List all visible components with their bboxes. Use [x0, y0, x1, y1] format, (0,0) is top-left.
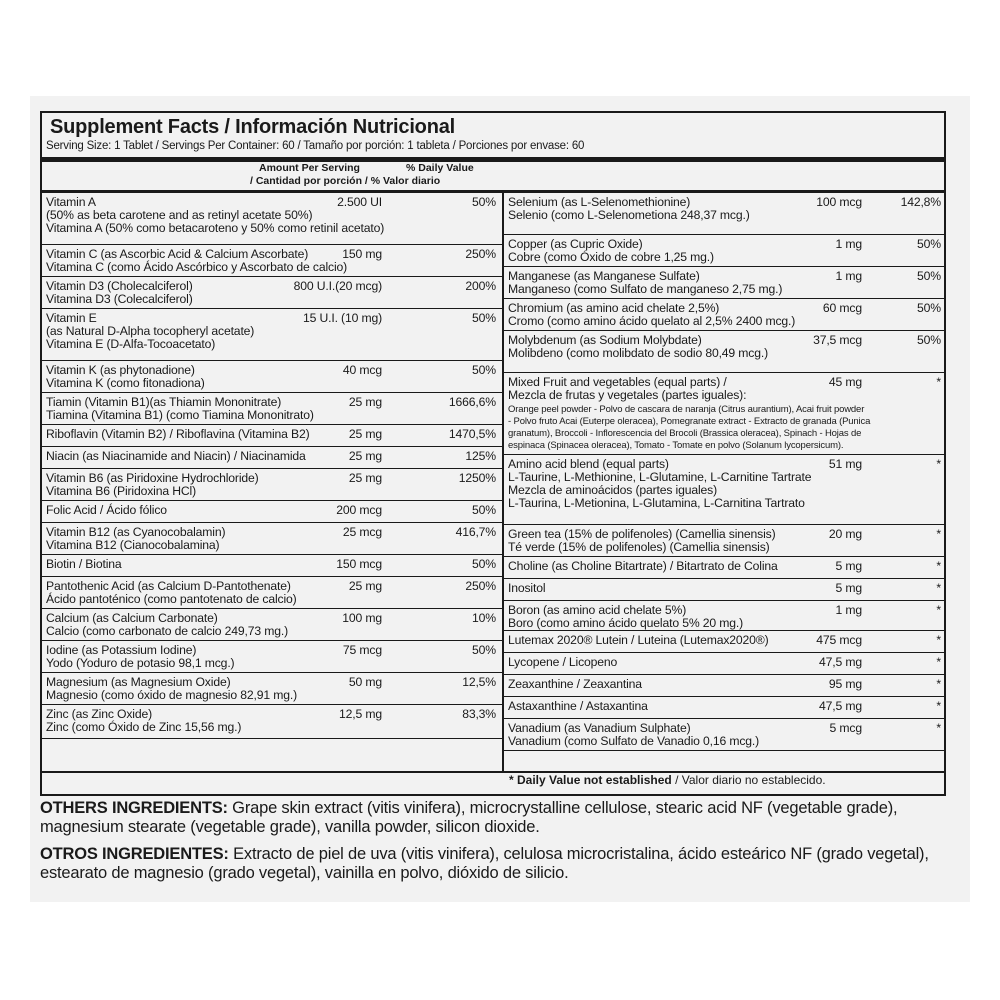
- amount-per-serving: 150 mcg: [336, 557, 382, 571]
- nutrient-line: Riboflavin (Vitamin B2) / Riboflavina (Vitamina B2): [46, 427, 310, 441]
- header-amount: Amount Per Serving: [259, 162, 360, 174]
- panel-title: Supplement Facts / Información Nutricional: [50, 116, 455, 138]
- amount-per-serving: 40 mcg: [342, 363, 382, 377]
- nutrient-row: [42, 705, 502, 739]
- amount-per-serving: 200 mcg: [336, 503, 382, 517]
- daily-value-percent: *: [936, 457, 941, 471]
- ingredient-detail-line: granatum), Broccoli - Inflorescencia del Brocoli (Brassica oleracea), Spinach - Hojas de: [508, 428, 862, 439]
- daily-value-percent: 50%: [472, 503, 496, 517]
- daily-value-percent: 125%: [465, 449, 496, 463]
- daily-value-percent: 83,3%: [462, 707, 496, 721]
- daily-value-percent: 50%: [472, 557, 496, 571]
- daily-value-percent: 50%: [472, 643, 496, 657]
- nutrient-line: Choline (as Choline Bitartrate) / Bitartrato de Colina: [508, 559, 778, 573]
- nutrient-row: [42, 361, 502, 393]
- nutrient-line: Vanadium (as Vanadium Sulphate): [508, 721, 691, 735]
- daily-value-percent: *: [936, 699, 941, 713]
- amount-per-serving: 20 mg: [828, 527, 862, 541]
- nutrient-row: [42, 609, 502, 641]
- daily-value-percent: *: [936, 655, 941, 669]
- thick-rule: [42, 157, 944, 162]
- amount-per-serving: 25 mg: [348, 579, 382, 593]
- amount-per-serving: 800 U.I.(20 mcg): [293, 279, 382, 293]
- daily-value-percent: 50%: [917, 333, 941, 347]
- nutrient-line: Vitamina B6 (Piridoxina HCl): [46, 484, 197, 498]
- nutrient-line: Amino acid blend (equal parts): [508, 457, 669, 471]
- nutrient-line: Cobre (como Óxido de cobre 1,25 mg.): [508, 250, 714, 264]
- nutrient-line: Molybdenum (as Sodium Molybdate): [508, 333, 702, 347]
- nutrient-line: Folic Acid / Ácido fólico: [46, 503, 167, 517]
- amount-per-serving: 37,5 mcg: [813, 333, 862, 347]
- nutrient-line: Inositol: [508, 581, 546, 595]
- nutrient-line: Molibdeno (como molibdato de sodio 80,49 mcg.): [508, 346, 769, 360]
- nutrient-line: Mezcla de frutas y vegetales (partes iguales):: [508, 388, 747, 402]
- nutrient-row: [504, 557, 944, 579]
- left-nutrient-column: [42, 193, 502, 739]
- ingredient-detail-line: - Polvo fruto Acai (Euterpe oleracea), Pomegranate extract - Extracto de granada (Punica: [508, 416, 871, 427]
- daily-value-percent: *: [936, 603, 941, 617]
- nutrient-line: Calcium (as Calcium Carbonate): [46, 611, 218, 625]
- ingredient-detail-line: espinaca (Spinacea oleracea), Tomato - Tomate en polvo (Solanum lycopersicum).: [508, 440, 844, 451]
- nutrient-row: [42, 641, 502, 673]
- nutrient-line: Boron (as amino acid chelate 5%): [508, 603, 687, 617]
- nutrient-row: [504, 373, 944, 455]
- nutrient-row: [504, 267, 944, 299]
- amount-per-serving: 60 mcg: [822, 301, 862, 315]
- other-ingredients-en-heading: OTHERS INGREDIENTS:: [40, 799, 228, 817]
- nutrient-row: [42, 245, 502, 277]
- nutrient-line: (50% as beta carotene and as retinyl acetate 50%): [46, 208, 313, 222]
- amount-per-serving: 47,5 mg: [819, 655, 862, 669]
- daily-value-percent: 50%: [472, 195, 496, 209]
- nutrient-row: [504, 579, 944, 601]
- nutrient-line: Magnesio (como óxido de magnesio 82,91 mg.): [46, 688, 297, 702]
- nutrient-row: [504, 299, 944, 331]
- amount-per-serving: 475 mcg: [816, 633, 862, 647]
- nutrient-row: [42, 277, 502, 309]
- nutrient-line: Té verde (15% de polifenoles) (Camellia sinensis): [508, 540, 770, 554]
- amount-per-serving: 25 mg: [348, 395, 382, 409]
- dv-note-bold: * Daily Value not established: [509, 773, 672, 787]
- nutrient-line: Zinc (como Óxido de Zinc 15,56 mg.): [46, 720, 242, 734]
- nutrient-row: [504, 675, 944, 697]
- daily-value-percent: 250%: [465, 579, 496, 593]
- nutrient-line: Yodo (Yoduro de potasio 98,1 mcg.): [46, 656, 235, 670]
- nutrient-line: Vitamina A (50% como betacaroteno y 50% como retinil acetato): [46, 221, 385, 235]
- amount-per-serving: 1 mg: [835, 269, 862, 283]
- nutrient-line: Vanadium (como Sulfato de Vanadio 0,16 mcg.): [508, 734, 760, 748]
- nutrient-line: Vitamin E: [46, 311, 97, 325]
- nutrient-line: Vitamin K (as phytonadione): [46, 363, 195, 377]
- nutrient-line: Vitamin B12 (as Cyanocobalamin): [46, 525, 226, 539]
- nutrient-row: [504, 331, 944, 373]
- daily-value-percent: 50%: [917, 269, 941, 283]
- daily-value-percent: 50%: [917, 237, 941, 251]
- other-ingredients-es: [40, 845, 960, 883]
- nutrient-line: Selenium (as L-Selenomethionine): [508, 195, 691, 209]
- daily-value-percent: 250%: [465, 247, 496, 261]
- nutrient-line: Copper (as Cupric Oxide): [508, 237, 643, 251]
- nutrient-row: [504, 193, 944, 235]
- amount-per-serving: 75 mcg: [342, 643, 382, 657]
- nutrient-line: Cromo (como amino ácido quelato al 2,5% 2400 mcg.): [508, 314, 796, 328]
- nutrient-row: [504, 697, 944, 719]
- amount-per-serving: 5 mg: [835, 559, 862, 573]
- nutrient-row: [42, 309, 502, 361]
- nutrient-row: [504, 631, 944, 653]
- amount-per-serving: 25 mcg: [342, 525, 382, 539]
- nutrient-line: Zinc (as Zinc Oxide): [46, 707, 153, 721]
- daily-value-note: [509, 773, 826, 787]
- daily-value-percent: *: [936, 633, 941, 647]
- daily-value-percent: 12,5%: [462, 675, 496, 689]
- nutrient-line: Vitamin D3 (Cholecalciferol): [46, 279, 193, 293]
- nutrient-row: [42, 501, 502, 523]
- amount-per-serving: 5 mg: [835, 581, 862, 595]
- nutrient-line: Vitamina K (como fitonadiona): [46, 376, 205, 390]
- amount-per-serving: 12,5 mg: [339, 707, 382, 721]
- amount-per-serving: 100 mg: [342, 611, 382, 625]
- amount-per-serving: 95 mg: [828, 677, 862, 691]
- nutrient-line: Vitamina B12 (Cianocobalamina): [46, 538, 220, 552]
- nutrient-row: [42, 673, 502, 705]
- nutrient-line: Biotin / Biotina: [46, 557, 122, 571]
- supplement-facts-panel: [40, 111, 946, 796]
- daily-value-percent: 10%: [472, 611, 496, 625]
- nutrient-line: (as Natural D-Alpha tocopheryl acetate): [46, 324, 255, 338]
- nutrient-line: Chromium (as amino acid chelate 2,5%): [508, 301, 720, 315]
- dv-note-text: / Valor diario no establecido.: [671, 773, 826, 787]
- nutrient-line: Zeaxanthine / Zeaxantina: [508, 677, 642, 691]
- daily-value-percent: 1470,5%: [448, 427, 496, 441]
- nutrient-row: [42, 523, 502, 555]
- nutrient-line: Green tea (15% de polifenoles) (Camellia sinensis): [508, 527, 776, 541]
- nutrient-row: [42, 425, 502, 447]
- amount-per-serving: 150 mg: [342, 247, 382, 261]
- nutrient-row: [42, 193, 502, 245]
- nutrient-row: [504, 455, 944, 525]
- amount-per-serving: 15 U.I. (10 mg): [302, 311, 382, 325]
- nutrient-line: Calcio (como carbonato de calcio 249,73 mg.): [46, 624, 289, 638]
- nutrient-row: [42, 393, 502, 425]
- nutrient-line: Vitamina C (como Ácido Ascórbico y Ascorbato de calcio): [46, 260, 348, 274]
- other-ingredients-es-heading: OTROS INGREDIENTES:: [40, 845, 229, 863]
- daily-value-percent: *: [936, 375, 941, 389]
- daily-value-percent: 50%: [472, 363, 496, 377]
- nutrient-line: Vitamina D3 (Colecalciferol): [46, 292, 193, 306]
- daily-value-percent: 1250%: [458, 471, 496, 485]
- nutrient-line: Manganeso (como Sulfato de manganeso 2,75 mg.): [508, 282, 783, 296]
- nutrient-line: L-Taurine, L-Methionine, L-Glutamine, L-Carnitine Tartrate: [508, 470, 812, 484]
- nutrient-line: Selenio (como L-Selenometiona 248,37 mcg.): [508, 208, 750, 222]
- daily-value-percent: 200%: [465, 279, 496, 293]
- nutrient-line: Astaxanthine / Astaxantina: [508, 699, 648, 713]
- nutrient-line: Mixed Fruit and vegetables (equal parts) /: [508, 375, 727, 389]
- daily-value-percent: *: [936, 581, 941, 595]
- nutrient-row: [42, 577, 502, 609]
- nutrient-line: Iodine (as Potassium Iodine): [46, 643, 197, 657]
- daily-value-percent: 142,8%: [900, 195, 941, 209]
- nutrient-line: Manganese (as Manganese Sulfate): [508, 269, 700, 283]
- nutrient-line: Lutemax 2020® Lutein / Luteina (Lutemax2020®): [508, 633, 769, 647]
- daily-value-percent: 50%: [472, 311, 496, 325]
- nutrient-line: Pantothenic Acid (as Calcium D-Pantothenate): [46, 579, 291, 593]
- header-spanish: / Cantidad por porción / % Valor diario: [250, 175, 441, 187]
- nutrient-line: Vitamin A: [46, 195, 96, 209]
- nutrient-line: Vitamin C (as Ascorbic Acid & Calcium Ascorbate): [46, 247, 309, 261]
- nutrient-line: Magnesium (as Magnesium Oxide): [46, 675, 231, 689]
- nutrient-row: [42, 447, 502, 469]
- daily-value-percent: *: [936, 677, 941, 691]
- daily-value-percent: 416,7%: [455, 525, 496, 539]
- daily-value-percent: *: [936, 721, 941, 735]
- amount-per-serving: 25 mg: [348, 427, 382, 441]
- amount-per-serving: 51 mg: [828, 457, 862, 471]
- nutrient-line: Tiamin (Vitamin B1)(as Thiamin Mononitrate): [46, 395, 282, 409]
- ingredient-detail-line: Orange peel powder - Polvo de cascara de naranja (Citrus aurantium), Acai fruit powder: [508, 404, 865, 415]
- amount-per-serving: 2.500 UI: [337, 195, 382, 209]
- amount-per-serving: 1 mg: [835, 603, 862, 617]
- nutrient-line: Lycopene / Licopeno: [508, 655, 618, 669]
- amount-per-serving: 5 mcg: [829, 721, 862, 735]
- daily-value-percent: *: [936, 527, 941, 541]
- right-nutrient-column: [504, 193, 944, 751]
- nutrient-line: Ácido pantoténico (como pantotenato de calcio): [46, 592, 297, 606]
- other-ingredients-es-text: Extracto de piel de uva (vitis vinifera), celulosa microcristalina, ácido esteárico NF (grado vegetal), estearato de magnesio (grado vegetal), vainilla en polvo, dióxido de silicio.: [40, 845, 929, 882]
- nutrient-row: [42, 469, 502, 501]
- nutrient-line: L-Taurina, L-Metionina, L-Glutamina, L-Carnitina Tartrato: [508, 496, 805, 510]
- nutrient-row: [504, 525, 944, 557]
- nutrient-line: Boro (como amino ácido quelato 5% 20 mg.): [508, 616, 744, 630]
- amount-per-serving: 1 mg: [835, 237, 862, 251]
- nutrient-row: [504, 719, 944, 751]
- nutrient-row: [504, 601, 944, 631]
- amount-per-serving: 25 mg: [348, 471, 382, 485]
- daily-value-percent: *: [936, 559, 941, 573]
- amount-per-serving: 100 mcg: [816, 195, 862, 209]
- nutrient-row: [504, 235, 944, 267]
- serving-size: Serving Size: 1 Tablet / Servings Per Container: 60 / Tamaño por porción: 1 tableta / Porciones por envase: 60: [46, 140, 585, 152]
- amount-per-serving: 25 mg: [348, 449, 382, 463]
- header-daily-value: % Daily Value: [406, 162, 474, 174]
- other-ingredients-en: [40, 799, 960, 837]
- nutrient-line: Vitamina E (D-Alfa-Tocoacetato): [46, 337, 216, 351]
- nutrient-row: [504, 653, 944, 675]
- amount-per-serving: 45 mg: [828, 375, 862, 389]
- nutrient-line: Vitamin B6 (as Piridoxine Hydrochloride): [46, 471, 259, 485]
- nutrient-row: [42, 555, 502, 577]
- nutrient-line: Niacin (as Niacinamide and Niacin) / Niacinamida: [46, 449, 306, 463]
- daily-value-percent: 1666,6%: [448, 395, 496, 409]
- daily-value-percent: 50%: [917, 301, 941, 315]
- amount-per-serving: 50 mg: [348, 675, 382, 689]
- amount-per-serving: 47,5 mg: [819, 699, 862, 713]
- nutrient-line: Tiamina (Vitamina B1) (como Tiamina Mononitrato): [46, 408, 314, 422]
- nutrient-line: Mezcla de aminoácidos (partes iguales): [508, 483, 718, 497]
- other-ingredients-en-text: Grape skin extract (vitis vinifera), microcrystalline cellulose, stearic acid NF (vegetable grade), magnesium stearate (vegetable grade), vanilla powder, silicon dioxide.: [40, 799, 898, 836]
